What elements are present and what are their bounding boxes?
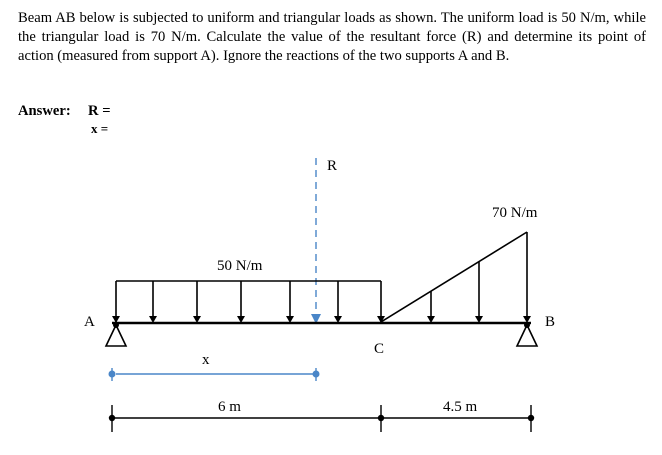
span-ac-label: 6 m [218,399,241,415]
answer-x-label: x = [91,121,109,136]
answer-label: Answer: [18,103,71,119]
x-dimension-label: x [202,352,210,368]
span-dot-b [528,415,534,421]
span-dot-c [378,415,384,421]
point-a-label: A [84,314,95,330]
span-dot-a [109,415,115,421]
triangular-load [381,232,527,322]
x-dimension-dot-r [313,371,320,378]
uniform-load-label: 50 N/m [217,258,263,274]
support-a [106,323,126,346]
uniform-load [116,281,381,322]
x-dimension-dot-a [109,371,116,378]
support-b [517,323,537,346]
span-cb-label: 4.5 m [443,399,478,415]
point-c-label: C [374,341,385,357]
triangular-load-label: 70 N/m [492,205,538,221]
answer-r-label: R = [88,103,111,119]
problem-statement: Beam AB below is subjected to uniform and triangular loads as shown. The uniform load is 50 N/m, while the triangular load is 70 N/m. Calculate the value of the resultant force (R) and determine its point of action (measured from support A). Ignore the reactions of the two supports A and B. [18,10,646,64]
resultant-label: R [327,158,338,174]
point-b-label: B [545,314,556,330]
